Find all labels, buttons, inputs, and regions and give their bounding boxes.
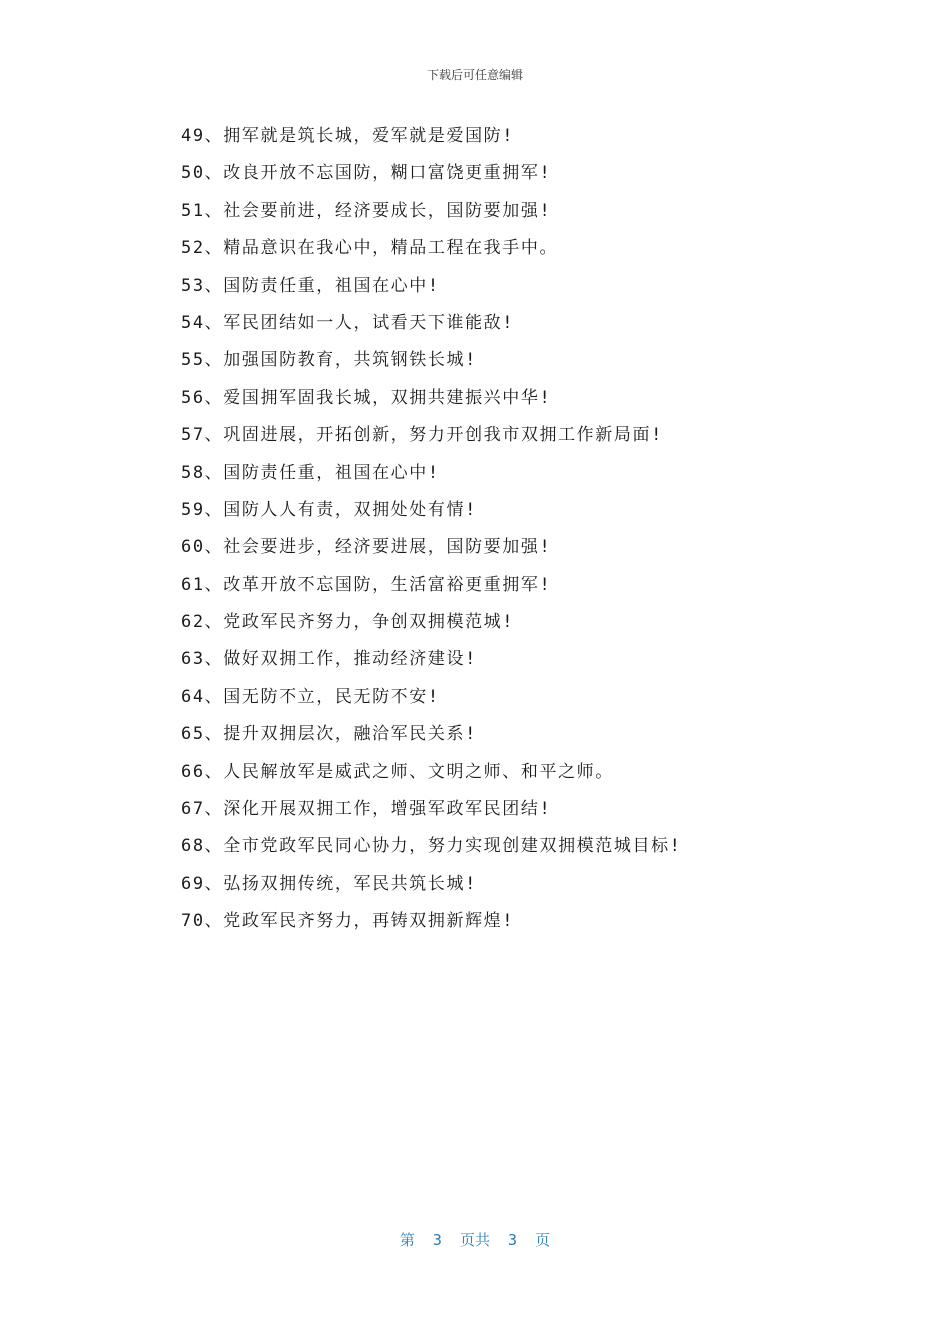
page-header: 下载后可任意编辑 bbox=[426, 68, 523, 82]
list-item: 65、提升双拥层次，融洽军民关系! bbox=[181, 724, 477, 745]
list-item: 67、深化开展双拥工作，增强军政军民团结! bbox=[181, 799, 552, 820]
list-item: 49、拥军就是筑长城，爱军就是爱国防! bbox=[181, 126, 515, 146]
list-item: 60、社会要进步，经济要进展，国防要加强! bbox=[181, 537, 552, 558]
list-item: 52、精品意识在我心中，精品工程在我手中。 bbox=[181, 238, 559, 259]
list-item: 50、改良开放不忘国防，糊口富饶更重拥军! bbox=[181, 163, 552, 184]
list-item: 59、国防人人有责，双拥处处有情! bbox=[181, 499, 477, 520]
page-footer: 第 3 页共 3 页 bbox=[399, 1231, 551, 1249]
list-item: 63、做好双拥工作，推动经济建设! bbox=[181, 649, 477, 670]
list-item: 64、国无防不立，民无防不安! bbox=[181, 686, 440, 707]
list-item: 70、党政军民齐努力，再铸双拥新辉煌! bbox=[181, 911, 515, 932]
list-item: 66、人民解放军是威武之师、文明之师、和平之师。 bbox=[181, 761, 614, 782]
list-item: 55、加强国防教育，共筑钢铁长城! bbox=[181, 350, 477, 371]
list-item: 62、党政军民齐努力，争创双拥模范城! bbox=[181, 612, 515, 633]
slogan-list bbox=[181, 118, 682, 941]
list-item: 58、国防责任重，祖国在心中! bbox=[181, 462, 440, 483]
list-item: 51、社会要前进，经济要成长，国防要加强! bbox=[181, 200, 552, 221]
list-item: 69、弘扬双拥传统，军民共筑长城! bbox=[181, 873, 477, 894]
list-item: 68、全市党政军民同心协力，努力实现创建双拥模范城目标! bbox=[181, 836, 682, 857]
list-item: 56、爱国拥军固我长城，双拥共建振兴中华! bbox=[181, 387, 552, 408]
list-item: 57、巩固进展，开拓创新，努力开创我市双拥工作新局面! bbox=[181, 425, 663, 446]
list-item: 61、改革开放不忘国防，生活富裕更重拥军! bbox=[181, 574, 552, 595]
list-item: 53、国防责任重，祖国在心中! bbox=[181, 275, 440, 296]
list-item: 54、军民团结如一人，试看天下谁能敌! bbox=[181, 312, 515, 333]
